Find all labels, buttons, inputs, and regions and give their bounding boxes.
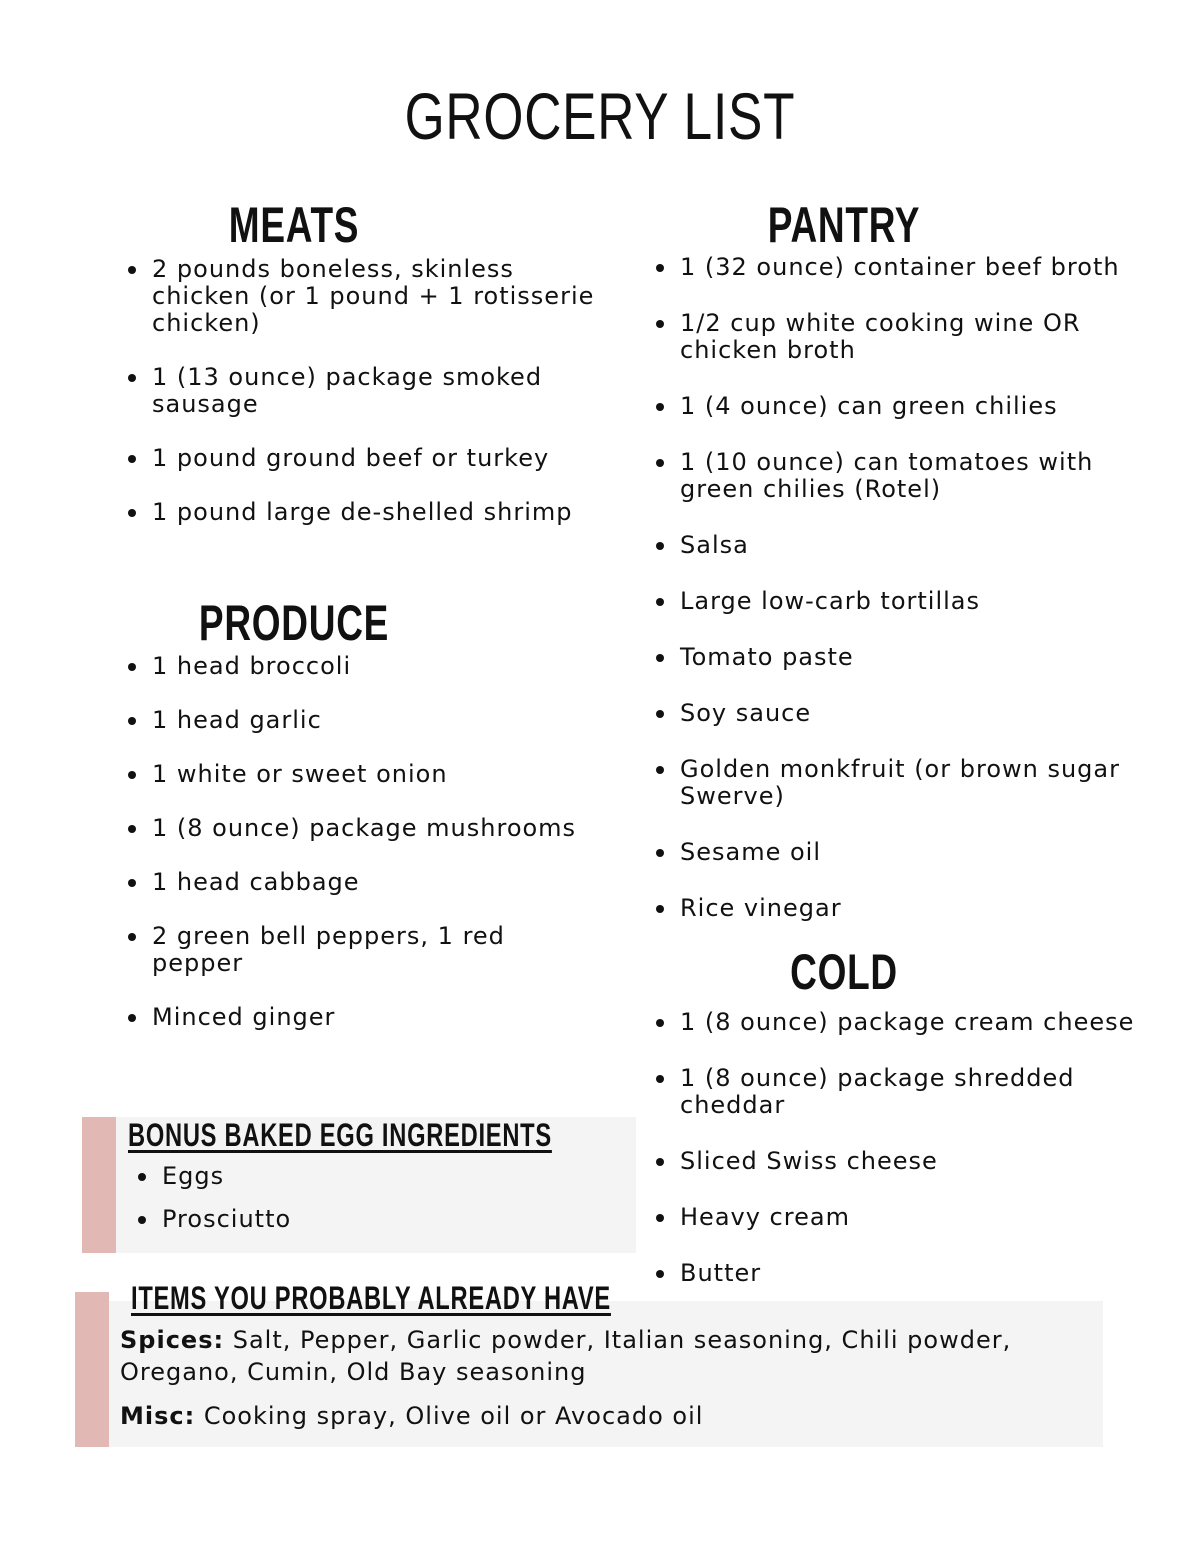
list-item: 1 (8 ounce) package shredded cheddar (652, 1065, 1162, 1119)
pantry-heading: PANTRY (767, 197, 921, 253)
list-item: Sliced Swiss cheese (652, 1148, 1162, 1175)
list-item: Minced ginger (124, 1004, 604, 1031)
list-item: 1 (8 ounce) package mushrooms (124, 815, 604, 842)
list-item: Large low-carb tortillas (652, 588, 1162, 615)
misc-line (120, 1400, 1080, 1432)
list-item: Tomato paste (652, 644, 1162, 671)
list-item: 1 (13 ounce) package smoked sausage (124, 364, 599, 418)
list-item: Salsa (652, 532, 1162, 559)
spices-line (120, 1324, 1080, 1388)
list-item: 1 head garlic (124, 707, 604, 734)
bonus-list (134, 1163, 614, 1249)
list-item: 1 (4 ounce) can green chilies (652, 393, 1162, 420)
already-have-accent-bar (75, 1292, 109, 1447)
already-have-heading: ITEMS YOU PROBABLY ALREADY HAVE (131, 1280, 611, 1316)
list-item: 1 (10 ounce) can tomatoes with green chilies (Rotel) (652, 449, 1162, 503)
list-item: 2 green bell peppers, 1 red pepper (124, 923, 604, 977)
list-item: 1 pound large de-shelled shrimp (124, 499, 599, 526)
list-item: 1/2 cup white cooking wine OR chicken broth (652, 310, 1162, 364)
list-item: Rice vinegar (652, 895, 1162, 922)
list-item: 2 pounds boneless, skinless chicken (or 1 pound + 1 rotisserie chicken) (124, 256, 599, 337)
list-item: 1 head broccoli (124, 653, 604, 680)
list-item: Heavy cream (652, 1204, 1162, 1231)
page-title: GROCERY LIST (404, 79, 796, 153)
meats-list (124, 256, 599, 526)
list-item: 1 (8 ounce) package cream cheese (652, 1009, 1162, 1036)
misc-text: Cooking spray, Olive oil or Avocado oil (195, 1402, 704, 1430)
list-item: Soy sauce (652, 700, 1162, 727)
meats-heading: MEATS (228, 197, 360, 253)
list-item: 1 pound ground beef or turkey (124, 445, 599, 472)
list-item: Prosciutto (134, 1206, 614, 1233)
list-item: Golden monkfruit (or brown sugar Swerve) (652, 756, 1162, 810)
cold-heading: COLD (790, 944, 898, 1000)
spices-text: Salt, Pepper, Garlic powder, Italian seasoning, Chili powder, Oregano, Cumin, Old Bay seasoning (120, 1326, 1012, 1386)
bonus-accent-bar (82, 1117, 116, 1253)
produce-heading: PRODUCE (198, 595, 390, 651)
list-item: 1 white or sweet onion (124, 761, 604, 788)
bonus-heading: BONUS BAKED EGG INGREDIENTS (128, 1117, 552, 1153)
misc-label: Misc: (120, 1402, 196, 1430)
produce-list (124, 653, 604, 1031)
pantry-list (652, 254, 1162, 922)
list-item: Sesame oil (652, 839, 1162, 866)
list-item: 1 (32 ounce) container beef broth (652, 254, 1162, 281)
cold-list (652, 1009, 1162, 1287)
spices-label: Spices: (120, 1326, 225, 1354)
list-item: Eggs (134, 1163, 614, 1190)
list-item: 1 head cabbage (124, 869, 604, 896)
list-item: Butter (652, 1260, 1162, 1287)
